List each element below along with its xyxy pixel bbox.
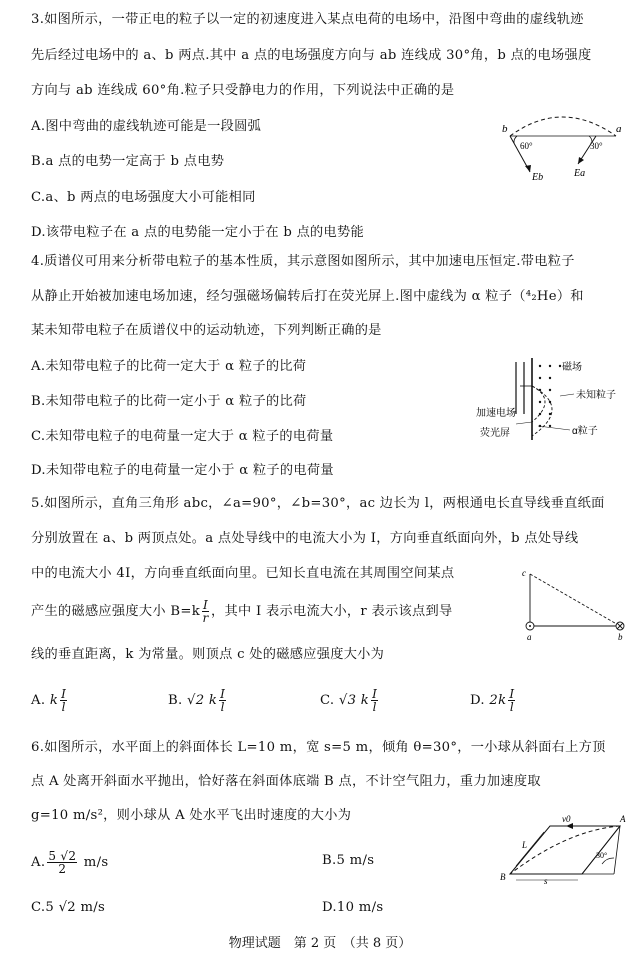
q5-triangle-diagram xyxy=(518,566,636,642)
q3-field-diagram xyxy=(498,108,626,184)
angle-a-label: 30° xyxy=(590,141,603,151)
fraction-denominator: r xyxy=(202,611,209,625)
q6-stem-line: 6.如图所示，水平面上的斜面体长 L=10 m，宽 s=5 m，倾角 θ=30°，一小球从斜面右上方顶 xyxy=(31,740,606,755)
option-fraction: $\frac{I}{l}$ xyxy=(509,687,515,714)
q3-option-b: B.a 点的电势一定高于 b 点电势 xyxy=(31,154,225,169)
q3-option-a: A.图中弯曲的虚线轨迹可能是一段圆弧 xyxy=(31,119,262,134)
eb-label: Eb xyxy=(532,172,544,183)
magnetic-field-label: 磁场 xyxy=(562,362,582,373)
accelerating-field-label: 加速电场 xyxy=(476,408,516,419)
q6-option-c: C.5 √2 m/s xyxy=(31,900,106,915)
vertex-b-label: b xyxy=(618,632,623,642)
q6-incline-diagram xyxy=(498,808,628,886)
formula-suffix: ，其中 I 表示电流大小，r 表示该点到导 xyxy=(211,604,453,619)
formula-prefix: 产生的磁感应强度大小 B=k xyxy=(31,604,200,619)
q4-stem-line: 从静止开始被加速电场加速，经匀强磁场偏转后打在荧光屏上.图中虚线为 α 粒子（⁴₂He）和 xyxy=(31,289,584,304)
alpha-particle-label: α粒子 xyxy=(572,426,598,437)
q5-option-c: C. √3 k $\frac{I}{l}$ xyxy=(320,687,378,714)
q5-option-b: B. √2 k $\frac{I}{l}$ xyxy=(168,687,226,714)
point-b-label: b xyxy=(502,123,508,135)
ea-label: Ea xyxy=(574,168,586,179)
option-fraction: $\frac{I}{l}$ xyxy=(61,687,67,714)
screen-label: 荧光屏 xyxy=(480,428,510,439)
width-s-label: s xyxy=(544,876,548,886)
q4-option-d: D.未知带电粒子的电荷量一定小于 α 粒子的电荷量 xyxy=(31,463,334,478)
q4-stem-line: 某未知带电粒子在质谱仪中的运动轨迹，下列判断正确的是 xyxy=(31,323,382,338)
formula-fraction xyxy=(202,599,209,624)
v0-label: v0 xyxy=(562,814,571,824)
q6-stem-line: 点 A 处离开斜面水平抛出，恰好落在斜面体底端 B 点，不计空气阻力，重力加速度取 xyxy=(31,774,541,789)
point-a-label: a xyxy=(616,123,622,135)
vertex-c-label: c xyxy=(522,568,526,578)
q6-option-a: A. $\frac{5 √2}{2}$ m/s xyxy=(31,849,109,876)
length-L-label: L xyxy=(522,840,528,850)
q5-option-a: A. k $\frac{I}{l}$ xyxy=(31,687,67,714)
q4-option-a: A.未知带电粒子的比荷一定大于 α 粒子的比荷 xyxy=(31,359,307,374)
q6-option-d: D.10 m/s xyxy=(322,900,384,915)
q3-stem-line: 先后经过电场中的 a、b 两点.其中 a 点的电场强度方向与 ab 连线成 30°角，b 点的电场强度 xyxy=(31,48,592,63)
angle-b-label: 60° xyxy=(520,141,533,151)
unknown-particle-label: 未知粒子 xyxy=(576,390,616,401)
q5-formula-line xyxy=(31,599,452,624)
page-footer: 物理试题 第 2 页 （共 8 页） xyxy=(228,936,412,951)
option-fraction: $\frac{5 √2}{2}$ xyxy=(48,849,77,876)
point-B-label: B xyxy=(500,872,506,882)
q4-stem-line: 4.质谱仪可用来分析带电粒子的基本性质，其示意图如图所示，其中加速电压恒定.带电粒子 xyxy=(31,254,575,269)
q3-option-d: D.该带电粒子在 a 点的电势能一定小于在 b 点的电势能 xyxy=(31,225,365,240)
q4-option-c: C.未知带电粒子的电荷量一定大于 α 粒子的电荷量 xyxy=(31,429,334,444)
q6-option-b: B.5 m/s xyxy=(322,853,375,868)
q5-option-d: D. 2k $\frac{I}{l}$ xyxy=(470,687,515,714)
q5-stem-line: 线的垂直距离，k 为常量。则顶点 c 处的磁感应强度大小为 xyxy=(31,647,385,662)
fraction-numerator: I xyxy=(203,598,209,612)
q5-stem-line: 分别放置在 a、b 两顶点处。a 点处导线中的电流大小为 I，方向垂直纸面向外，b 点处导线 xyxy=(31,531,579,546)
q4-mass-spectrometer-diagram xyxy=(476,356,634,446)
q4-option-b: B.未知带电粒子的比荷一定小于 α 粒子的比荷 xyxy=(31,394,307,409)
q6-stem-line: g=10 m/s²，则小球从 A 处水平飞出时速度的大小为 xyxy=(31,808,352,823)
q5-stem-line: 5.如图所示，直角三角形 abc，∠a=90°，∠b=30°，ac 边长为 l，两根通电长直导线垂直纸面 xyxy=(31,496,605,511)
q5-stem-line: 中的电流大小 4I，方向垂直纸面向里。已知长直电流在其周围空间某点 xyxy=(31,566,455,581)
option-fraction: $\frac{I}{l}$ xyxy=(220,687,226,714)
point-A-label: A xyxy=(620,814,626,824)
vertex-a-label: a xyxy=(527,632,532,642)
q3-stem-line: 3.如图所示，一带正电的粒子以一定的初速度进入某点电荷的电场中，沿图中弯曲的虚线轨迹 xyxy=(31,12,584,27)
q3-option-c: C.a、b 两点的电场强度大小可能相同 xyxy=(31,190,256,205)
q3-stem-line: 方向与 ab 连线成 60°角.粒子只受静电力的作用，下列说法中正确的是 xyxy=(31,83,455,98)
option-fraction: $\frac{I}{l}$ xyxy=(372,687,378,714)
incline-angle-label: 30° xyxy=(596,851,608,860)
